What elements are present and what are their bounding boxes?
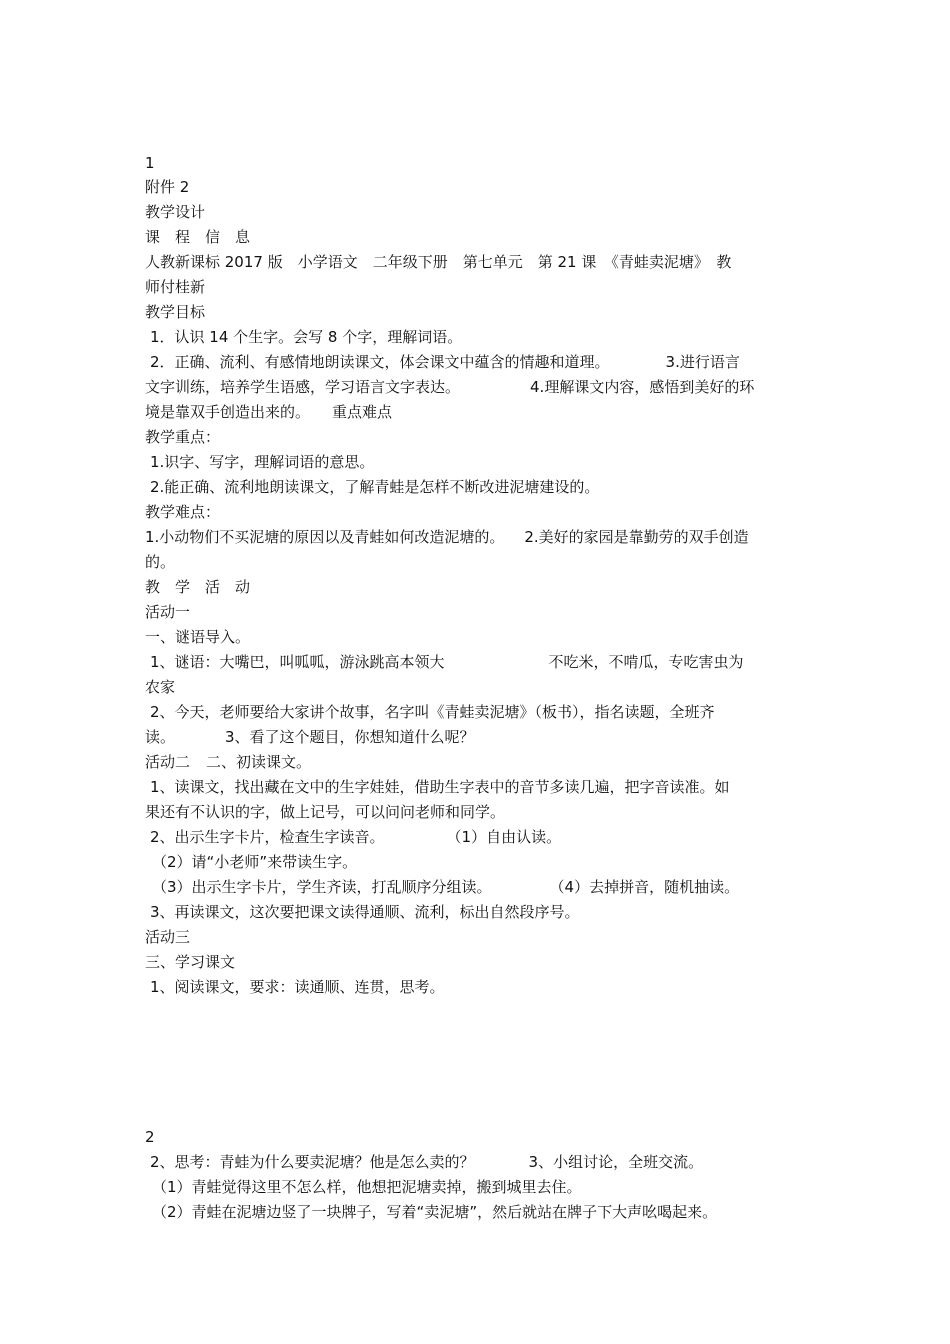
section-2-heading: 二、初读课文。: [206, 753, 312, 771]
objective-4-end: 境是靠双手创造出来的。: [145, 403, 311, 421]
page-number-2: 2: [145, 1128, 155, 1146]
riddle-part-2: 不吃米，不啃瓜，专吃害虫为: [548, 653, 744, 671]
course-info-line-1: 人教新课标 2017 版 小学语文 二年级下册 第七单元 第 21 课 《青蛙卖泥塘》 教: [145, 253, 732, 271]
think-discuss-line: [150, 1150, 703, 1174]
activity-2-label: 活动二: [145, 753, 191, 771]
difficult-heading: 教学难点：: [145, 503, 221, 521]
section-3-heading: 三、学习课文: [145, 953, 236, 971]
answer-2: （2）青蛙在泥塘边竖了一块牌子，写着“卖泥塘”，然后就站在牌子下大声吆喝起来。: [152, 1203, 718, 1221]
objective-2-line: [150, 350, 740, 374]
read-2: 2、出示生字卡片，检查生字读音。: [150, 828, 385, 846]
course-info-heading: 课 程 信 息: [145, 228, 251, 246]
difficult-2-end: 的。: [145, 553, 176, 571]
key-difficult-label: 重点难点: [332, 403, 393, 421]
section-1-heading: 一、谜语导入。: [145, 628, 251, 646]
think-2: 2、思考：青蛙为什么要卖泥塘？他是怎么卖的？: [150, 1153, 475, 1171]
step-2-end: 读。: [145, 728, 176, 746]
objective-3-line: [145, 375, 754, 399]
answer-1: （1）青蛙觉得这里不怎么样，他想把泥塘卖掉，搬到城里去住。: [152, 1178, 582, 1196]
step-3: 3、看了这个题目，你想知道什么呢？: [225, 728, 475, 746]
read-2-4: （4）去掉拼音，随机抽读。: [549, 878, 740, 896]
objective-1: 1．认识 14 个生字。会写 8 个字，理解词语。: [150, 328, 463, 346]
read-2-2: （2）请“小老师”来带读生字。: [152, 853, 358, 871]
page-number-1: 1: [145, 154, 155, 172]
design-title: 教学设计: [145, 203, 206, 221]
read-2-line: [150, 825, 561, 849]
course-info-line-2: 师付桂新: [145, 278, 206, 296]
attachment-label: 附件 2: [145, 178, 190, 196]
step-2-3-line: [145, 725, 475, 749]
objective-4-line: [145, 400, 392, 424]
key-point-1: 1.识字、写字，理解词语的意思。: [150, 453, 375, 471]
step-2-line-1: 2、今天，老师要给大家讲个故事，名字叫《青蛙卖泥塘》（板书），指名读题，全班齐: [150, 703, 715, 721]
read-3: 3、再读课文，这次要把课文读得通顺、流利，标出自然段序号。: [150, 903, 580, 921]
activity-2-line: [145, 750, 311, 774]
key-point-2: 2.能正确、流利地朗读课文，了解青蛙是怎样不断改进泥塘建设的。: [150, 478, 600, 496]
difficult-2-start: 2.美好的家园是靠勤劳的双手创造: [524, 528, 749, 546]
activity-3-label: 活动三: [145, 928, 191, 946]
riddle-part-1: 1、谜语：大嘴巴，叫呱呱，游泳跳高本领大: [150, 653, 445, 671]
riddle-line: [150, 650, 744, 674]
read-1-line-2: 果还有不认识的字，做上记号，可以问问老师和同学。: [145, 803, 506, 821]
read-2-3: （3）出示生字卡片，学生齐读，打乱顺序分组读。: [152, 878, 492, 896]
read-2-3-line: [152, 875, 739, 899]
objective-3-start: 3.进行语言: [665, 353, 740, 371]
key-points-heading: 教学重点：: [145, 428, 221, 446]
discuss-3: 3、小组讨论，全班交流。: [528, 1153, 704, 1171]
objective-2: 2．正确、流利、有感情地朗读课文，体会课文中蕴含的情趣和道理。: [150, 353, 610, 371]
activity-1-label: 活动一: [145, 603, 191, 621]
read-2-1: （1）自由认读。: [446, 828, 562, 846]
objective-3-end: 文字训练，培养学生语感，学习语言文字表达。: [145, 378, 461, 396]
study-1: 1、阅读课文，要求：读通顺、连贯，思考。: [150, 978, 445, 996]
objective-4-start: 4.理解课文内容，感悟到美好的环: [530, 378, 755, 396]
objectives-heading: 教学目标: [145, 303, 206, 321]
activities-heading: 教 学 活 动: [145, 578, 251, 596]
riddle-part-3: 农家: [145, 678, 176, 696]
read-1-line-1: 1、读课文，找出藏在文中的生字娃娃，借助生字表中的音节多读几遍，把字音读准。如: [150, 778, 730, 796]
difficult-line: [145, 525, 749, 549]
difficult-1: 1.小动物们不买泥塘的原因以及青蛙如何改造泥塘的。: [145, 528, 505, 546]
